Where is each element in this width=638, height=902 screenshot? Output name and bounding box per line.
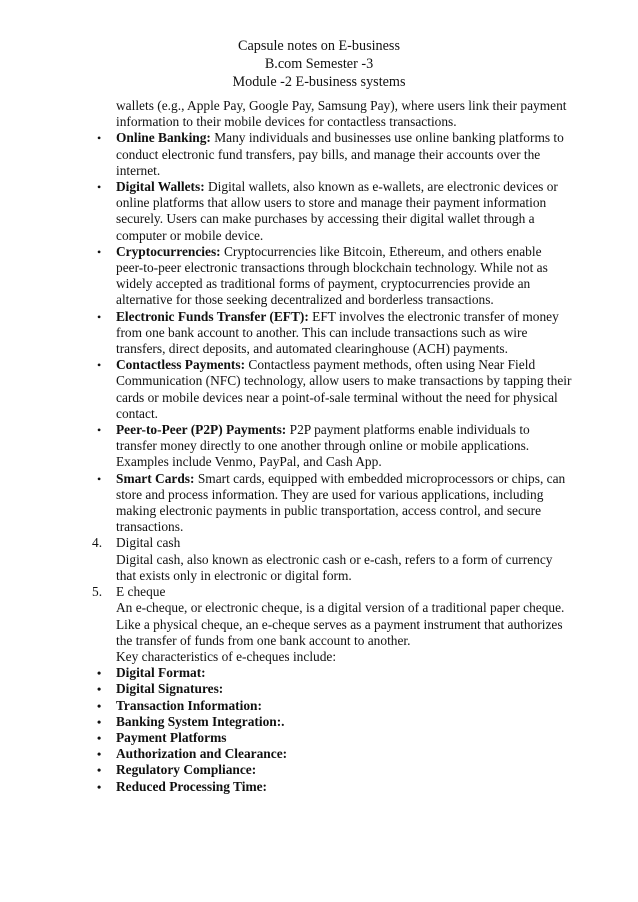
- list-item-characteristic: [92, 730, 572, 746]
- bullet-icon: •: [97, 763, 102, 778]
- bullet-icon: •: [97, 682, 102, 697]
- characteristics-list: [92, 665, 572, 795]
- characteristic-label: Payment Platforms: [116, 729, 227, 745]
- document-header: [0, 37, 638, 91]
- bullet-icon: •: [97, 714, 102, 729]
- bullet-icon: •: [97, 180, 102, 195]
- section-intro: Key characteristics of e-cheques include:: [116, 648, 337, 664]
- payment-methods-list: [92, 130, 572, 535]
- list-item-online-banking: [92, 130, 572, 179]
- list-item-characteristic: [92, 762, 572, 778]
- list-item-characteristic: [92, 681, 572, 697]
- list-item-contactless-payments: [92, 357, 572, 422]
- list-item-p2p-payments: [92, 422, 572, 471]
- list-item-characteristic: [92, 779, 572, 795]
- section-number: 5.: [92, 584, 103, 600]
- bullet-icon: •: [97, 358, 102, 373]
- section-number: 4.: [92, 535, 103, 551]
- bullet-icon: •: [97, 471, 102, 486]
- item-term: Peer-to-Peer (P2P) Payments:: [116, 422, 287, 438]
- continued-paragraph: wallets (e.g., Apple Pay, Google Pay, Samsung Pay), where users link their payment information to their mobile devices for contactless transactions.: [116, 98, 567, 130]
- item-text: Smart cards, equipped with embedded microprocessors or chips, can store and process information. They are used for various applications, including making electronic payments in public transportation, access control, and secure transactions.: [116, 470, 566, 535]
- header-semester: B.com Semester -3: [264, 56, 374, 72]
- item-text: Many individuals and businesses use online banking platforms to conduct electronic fund transfers, pay bills, and manage their accounts over the internet.: [116, 130, 564, 178]
- section-e-cheque: [92, 584, 572, 665]
- bullet-icon: •: [97, 131, 102, 146]
- item-text: P2P payment platforms enable individuals to transfer money directly to one another through online or mobile applications. Examples include Venmo, PayPal, and Cash App.: [116, 422, 530, 470]
- item-text: Digital wallets, also known as e-wallets, are electronic devices or online platforms that allow users to store and manage their payment information securely. Users can make purchases by accessing their digital wallet through a computer or mobile device.: [116, 179, 558, 243]
- header-module: Module -2 E-business systems: [232, 74, 406, 90]
- characteristic-label: Digital Format:: [116, 665, 206, 681]
- item-term: Digital Wallets:: [116, 179, 205, 195]
- bullet-icon: •: [97, 666, 102, 681]
- characteristic-label: Regulatory Compliance:: [116, 762, 257, 778]
- section-body: Digital cash, also known as electronic cash or e-cash, refers to a form of currency that exists only in electronic or digital form.: [116, 551, 553, 583]
- bullet-icon: •: [97, 423, 102, 438]
- characteristic-label: Digital Signatures:: [116, 681, 224, 697]
- list-item-characteristic: [92, 698, 572, 714]
- item-text: Contactless payment methods, often using Near Field Communication (NFC) technology, allow users to make transactions by tapping their cards or mobile devices near a point-of-sale terminal without the need for physical contact.: [116, 357, 572, 421]
- section-title: Digital cash: [116, 535, 181, 551]
- item-term: Smart Cards:: [116, 470, 195, 486]
- section-digital-cash: [92, 535, 572, 584]
- item-term: Cryptocurrencies:: [116, 243, 221, 259]
- item-text: EFT involves the electronic transfer of money from one bank account to another. This can include transactions such as wire transfers, direct deposits, and automated clearinghouse (ACH) payments.: [116, 308, 559, 357]
- bullet-icon: •: [97, 698, 102, 713]
- item-text: Cryptocurrencies like Bitcoin, Ethereum, and others enable peer-to-peer electronic transactions through blockchain technology. While not as widely accepted as traditional forms of payment, cryptocurrencies provide an alternative for those seeking decentralized and borderless transactions.: [116, 243, 548, 308]
- list-item-characteristic: [92, 714, 572, 730]
- section-title: E cheque: [116, 584, 166, 600]
- characteristic-label: Reduced Processing Time:: [116, 778, 268, 794]
- item-term: Electronic Funds Transfer (EFT):: [116, 308, 309, 324]
- bullet-icon: •: [97, 309, 102, 324]
- bullet-icon: •: [97, 779, 102, 794]
- item-term: Contactless Payments:: [116, 357, 246, 373]
- document-body: [92, 98, 572, 795]
- list-item-eft: [92, 309, 572, 358]
- section-body: An e-cheque, or electronic cheque, is a digital version of a traditional paper cheque. Like a physical cheque, an e-cheque serves as a payment instrument that authorizes the transfer of funds from one bank account to another.: [116, 600, 565, 648]
- list-item-characteristic: [92, 746, 572, 762]
- characteristic-label: Authorization and Clearance:: [116, 746, 288, 762]
- list-item-cryptocurrencies: [92, 244, 572, 309]
- header-title: Capsule notes on E-business: [238, 38, 400, 54]
- bullet-icon: •: [97, 244, 102, 259]
- characteristic-label: Banking System Integration:.: [116, 713, 285, 729]
- list-item-smart-cards: [92, 471, 572, 536]
- list-item-characteristic: [92, 665, 572, 681]
- item-term: Online Banking:: [116, 130, 211, 146]
- characteristic-label: Transaction Information:: [116, 697, 262, 713]
- bullet-icon: •: [97, 730, 102, 745]
- list-item-digital-wallets: [92, 179, 572, 244]
- bullet-icon: •: [97, 747, 102, 762]
